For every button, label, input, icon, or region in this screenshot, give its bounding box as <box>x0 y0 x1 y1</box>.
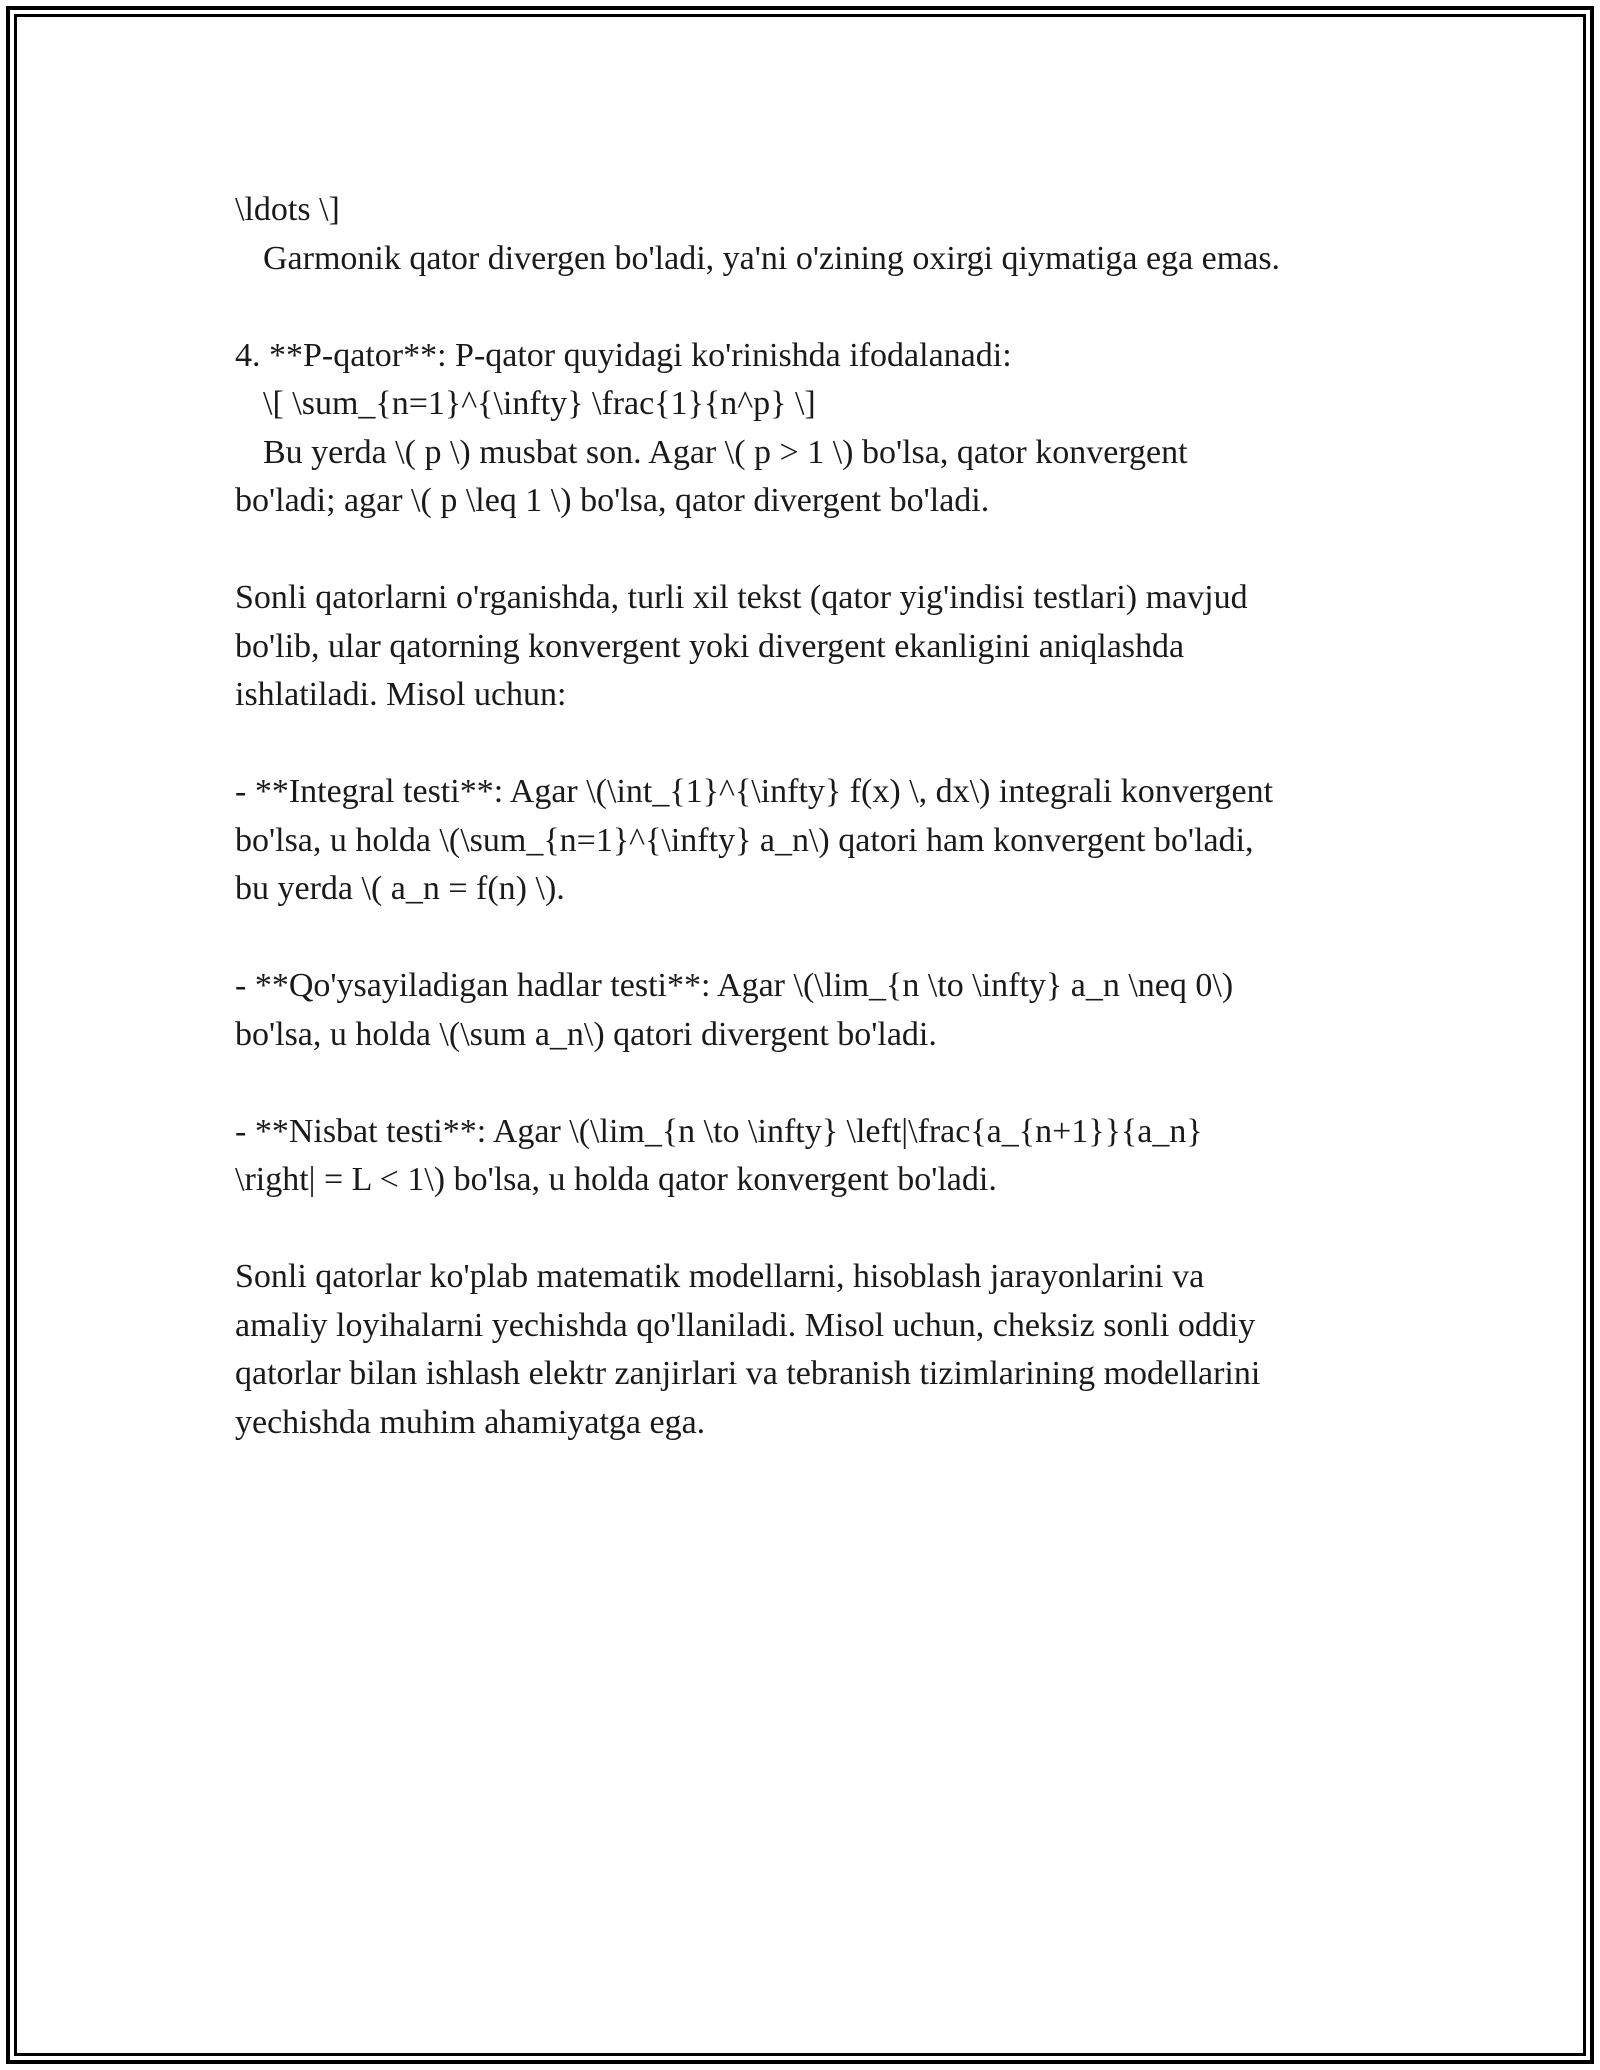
list-item-heading: 4. **P-qator**: P-qator quyidagi ko'rinishda ifodalanadi: <box>235 336 1012 374</box>
bullet-item-line: bu yerda \( a_n = f(n) \). <box>235 870 565 907</box>
formula-line: \[ \sum_{n=1}^{\infty} \frac{1}{n^p} \] <box>263 385 816 422</box>
paragraph-line: amaliy loyihalarni yechishda qo'llaniladi. Misol uchun, cheksiz sonli oddiy <box>235 1306 1256 1344</box>
paragraph-line: Sonli qatorlar ko'plab matematik modellarni, hisoblash jarayonlarini va <box>235 1258 1205 1295</box>
blank-line <box>235 526 1385 575</box>
blank-line <box>235 914 1385 963</box>
blank-line <box>235 283 1385 332</box>
text-line: \ldots \] <box>235 191 340 228</box>
bullet-item-line: - **Nisbat testi**: Agar \(\lim_{n \to \infty} \left|\frac{a_{n+1}}{a_n} <box>235 1112 1203 1150</box>
bullet-item-line: - **Integral testi**: Agar \(\int_{1}^{\infty} f(x) \, dx\) integrali konvergent <box>235 773 1274 810</box>
text-line: Bu yerda \( p \) musbat son. Agar \( p > 1 \) bo'lsa, qator konvergent <box>263 433 1188 471</box>
blank-line <box>235 1205 1385 1254</box>
blank-line <box>235 1059 1385 1108</box>
bullet-item-line: \right| = L < 1\) bo'lsa, u holda qator konvergent bo'ladi. <box>235 1161 997 1198</box>
paragraph-line: Sonli qatorlarni o'rganishda, turli xil tekst (qator yig'indisi testlari) mavjud <box>235 579 1248 616</box>
blank-line <box>235 720 1385 769</box>
paragraph-line: bo'lib, ular qatorning konvergent yoki divergent ekanligini aniqlashda <box>235 627 1185 665</box>
paragraph-line: qatorlar bilan ishlash elektr zanjirlari va tebranish tizimlarining modellarini <box>235 1355 1261 1392</box>
text-line: Garmonik qator divergen bo'ladi, ya'ni o'zining oxirgi qiymatiga ega emas. <box>263 239 1281 277</box>
paragraph-line: ishlatiladi. Misol uchun: <box>235 676 567 713</box>
bullet-item-line: bo'lsa, u holda \(\sum a_n\) qatori divergent bo'ladi. <box>235 1015 937 1053</box>
bullet-item-line: bo'lsa, u holda \(\sum_{n=1}^{\infty} a_n\) qatori ham konvergent bo'ladi, <box>235 821 1254 859</box>
paragraph-line: yechishda muhim ahamiyatga ega. <box>235 1403 706 1441</box>
document-body <box>235 186 1385 1447</box>
text-line: bo'ladi; agar \( p \leq 1 \) bo'lsa, qator divergent bo'ladi. <box>235 482 990 519</box>
bullet-item-line: - **Qo'ysayiladigan hadlar testi**: Agar \(\lim_{n \to \infty} a_n \neq 0\) <box>235 967 1234 1004</box>
